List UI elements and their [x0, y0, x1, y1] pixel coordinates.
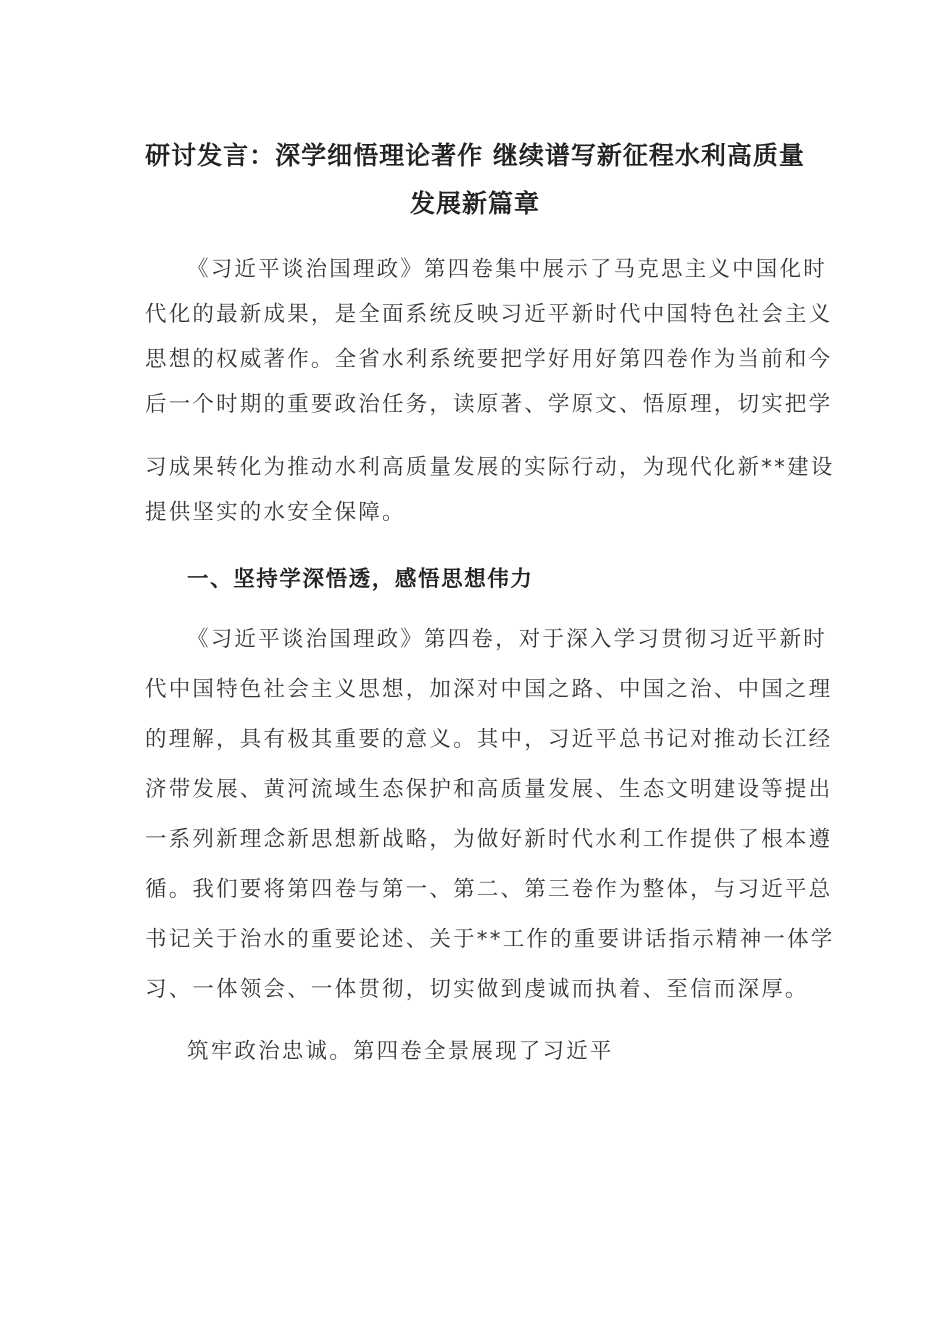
paragraph-2-line-7: 书记关于治水的重要论述、关于**工作的重要讲话指示精神一体学	[145, 927, 835, 952]
paragraph-2-line-4: 济带发展、黄河流域生态保护和高质量发展、生态文明建设等提出	[145, 777, 833, 802]
paragraph-2-line-6: 循。我们要将第四卷与第一、第二、第三卷作为整体，与习近平总	[145, 877, 833, 902]
paragraph-2-line-1: 《习近平谈治国理政》第四卷，对于深入学习贯彻习近平新时	[187, 627, 827, 652]
paragraph-2-line-3: 的理解，具有极其重要的意义。其中，习近平总书记对推动长江经	[145, 727, 833, 752]
paragraph-3-line-1: 筑牢政治忠诚。第四卷全景展现了习近平	[187, 1039, 614, 1064]
paragraph-1-line-1: 《习近平谈治国理政》第四卷集中展示了马克思主义中国化时	[187, 257, 827, 282]
paragraph-1-line-3: 思想的权威著作。全省水利系统要把学好用好第四卷作为当前和今	[145, 347, 833, 372]
paragraph-1-line-5: 习成果转化为推动水利高质量发展的实际行动，为现代化新**建设	[145, 455, 835, 480]
paragraph-2-line-8: 习、一体领会、一体贯彻，切实做到虔诚而执着、至信而深厚。	[145, 977, 809, 1002]
paragraph-1-line-6: 提供坚实的水安全保障。	[145, 500, 406, 525]
paragraph-2-line-2: 代中国特色社会主义思想，加深对中国之路、中国之治、中国之理	[145, 677, 833, 702]
paragraph-1-line-4: 后一个时期的重要政治任务，读原著、学原文、悟原理，切实把学	[145, 392, 833, 417]
paragraph-2-line-5: 一系列新理念新思想新战略，为做好新时代水利工作提供了根本遵	[145, 827, 833, 852]
paragraph-1-line-2: 代化的最新成果，是全面系统反映习近平新时代中国特色社会主义	[145, 302, 833, 327]
document-title-line-2: 发展新篇章	[409, 189, 540, 218]
section-1-heading: 一、坚持学深悟透，感悟思想伟力	[187, 567, 534, 592]
document-title-line-1: 研讨发言：深学细悟理论著作 继续谱写新征程水利高质量	[145, 141, 805, 170]
